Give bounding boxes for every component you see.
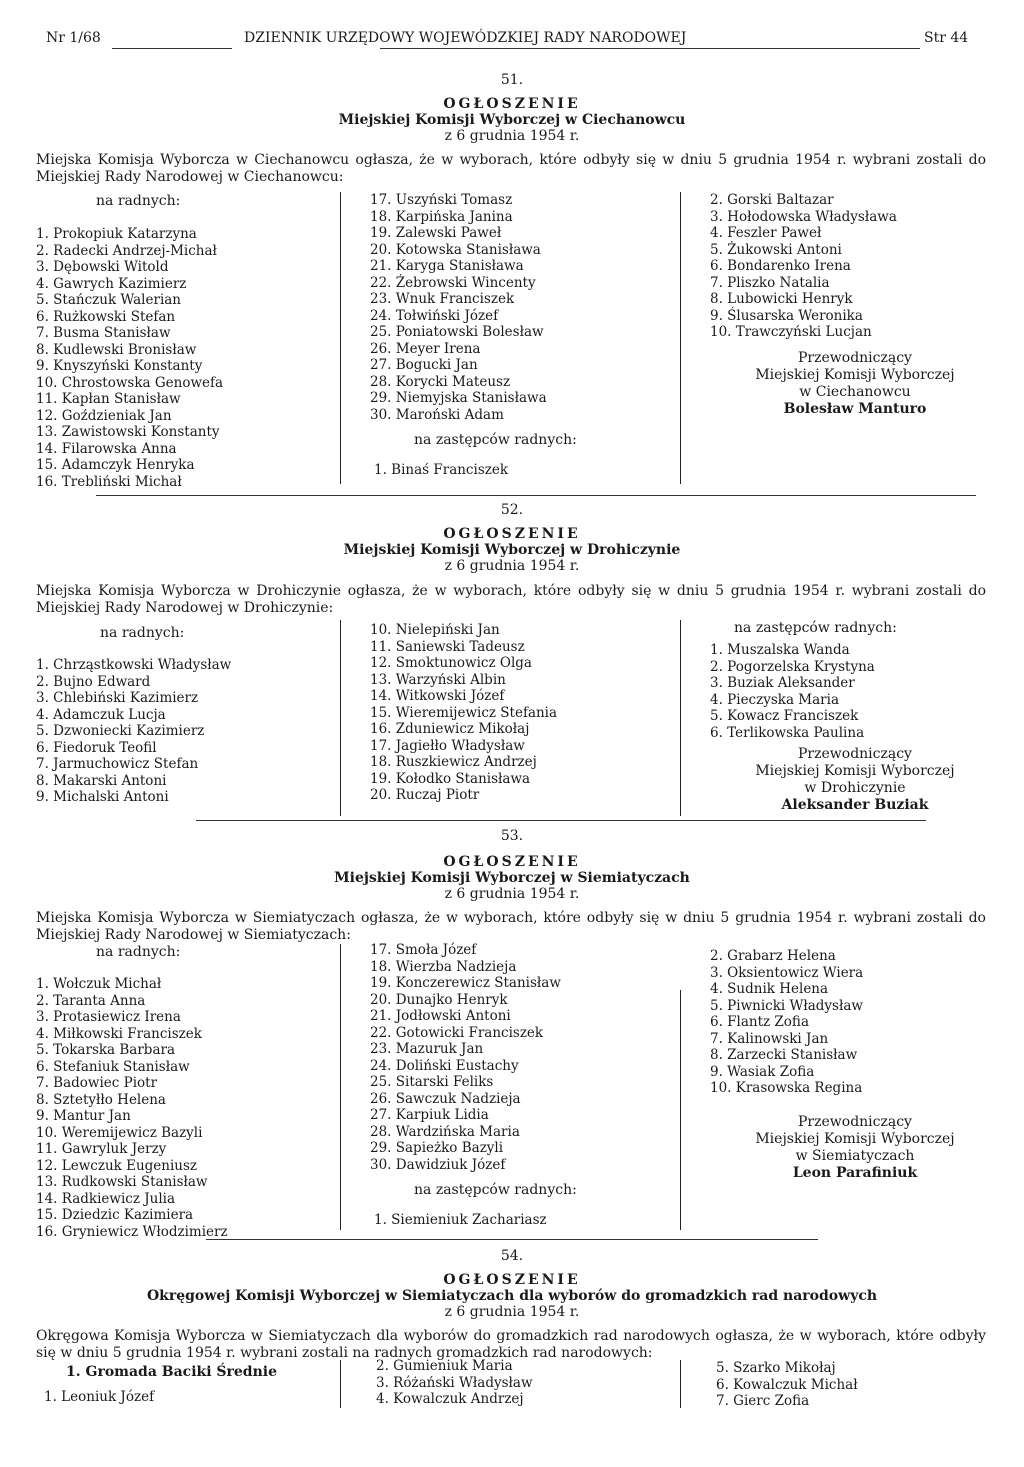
list-item: 4. Miłkowski Franciszek bbox=[36, 1025, 202, 1042]
section-52-col3 bbox=[710, 642, 875, 741]
list-item: 10. Chrostowska Genowefa bbox=[36, 374, 224, 391]
list-item: 20. Kotowska Stanisława bbox=[370, 241, 541, 258]
section-51-heading-radni: na radnych: bbox=[96, 193, 181, 209]
list-item: 15. Dziedzic Kazimiera bbox=[36, 1207, 194, 1223]
list-item: 8. Zarzecki Stanisław bbox=[710, 1047, 858, 1063]
section-separator bbox=[206, 1239, 818, 1240]
list-item: 3. Oksientowicz Wiera bbox=[710, 964, 864, 981]
column-divider bbox=[340, 192, 341, 484]
signer-role: Przewodniczący bbox=[798, 746, 912, 762]
issue-number: Nr 1/68 bbox=[46, 30, 101, 46]
list-item: 5. Szarko Mikołaj bbox=[716, 1360, 836, 1376]
signer-name: Leon Parafiniuk bbox=[792, 1165, 918, 1181]
list-item: 7. Gierc Zofia bbox=[716, 1393, 810, 1409]
signer-name: Bolesław Manturo bbox=[783, 401, 927, 417]
section-52-subtitle: Miejskiej Komisji Wyborczej w Drohiczynie bbox=[343, 542, 681, 558]
header-rule bbox=[380, 48, 920, 49]
list-item: 17. Smoła Józef bbox=[370, 942, 477, 958]
section-53-col2 bbox=[370, 942, 561, 1173]
list-item: 28. Korycki Mateusz bbox=[370, 373, 511, 390]
list-item: 23. Wnuk Franciszek bbox=[370, 291, 515, 307]
section-52-heading-zastepcy: na zastępców radnych: bbox=[734, 620, 897, 636]
list-item: 24. Tołwiński Józef bbox=[370, 307, 499, 324]
list-item: 24. Doliński Eustachy bbox=[370, 1057, 519, 1074]
section-separator bbox=[96, 495, 976, 496]
column-divider bbox=[340, 944, 341, 1230]
list-item: 14. Witkowski Józef bbox=[370, 688, 505, 704]
list-item: 1. Chrząstkowski Władysław bbox=[36, 657, 232, 673]
list-item: 5. Żukowski Antoni bbox=[710, 241, 842, 258]
list-item: 11. Kapłan Stanisław bbox=[36, 391, 181, 407]
list-item: 3. Chlebiński Kazimierz bbox=[36, 690, 199, 706]
section-53-intro: Miejska Komisja Wyborcza w Siemiatyczach ogłasza, że w wyborach, które odbyły się w dniu 5 grudnia 1954 r. wybrani zostali do Miejskiej Rady Narodowej w Siemiatyczach: bbox=[36, 910, 986, 943]
list-item: 7. Jarmuchowicz Stefan bbox=[36, 756, 199, 772]
list-item: 3. Buziak Aleksander bbox=[710, 675, 855, 691]
list-item: 5. Dzwoniecki Kazimierz bbox=[36, 723, 205, 739]
list-item: 7. Badowiec Piotr bbox=[36, 1075, 158, 1091]
signer-body: Miejskiej Komisji Wyborczej bbox=[755, 1131, 955, 1147]
section-51-number: 51. bbox=[500, 72, 524, 88]
section-53-heading-radni: na radnych: bbox=[96, 944, 181, 960]
list-item: 11. Saniewski Tadeusz bbox=[370, 638, 525, 655]
section-53-number: 53. bbox=[500, 828, 524, 844]
signer-name: Aleksander Buziak bbox=[781, 797, 929, 813]
section-51-signature bbox=[730, 350, 980, 418]
list-item: 2. Bujno Edward bbox=[36, 673, 151, 690]
list-item: 6. Fiedoruk Teofil bbox=[36, 739, 157, 756]
section-53-title: OGŁOSZENIE bbox=[443, 854, 581, 870]
list-item: 1. Binaś Franciszek bbox=[374, 462, 509, 478]
list-item: 20. Dunajko Henryk bbox=[370, 991, 508, 1008]
list-item: 16. Zduniewicz Mikołaj bbox=[370, 721, 530, 737]
list-item: 19. Kołodko Stanisława bbox=[370, 770, 531, 787]
list-item: 20. Ruczaj Piotr bbox=[370, 787, 480, 803]
section-53-signature bbox=[730, 1114, 980, 1182]
list-item: 4. Feszler Paweł bbox=[710, 225, 822, 241]
signer-role: Przewodniczący bbox=[798, 1114, 912, 1130]
list-item: 6. Flantz Zofia bbox=[710, 1014, 809, 1030]
list-item: 2. Gorski Baltazar bbox=[710, 192, 834, 208]
signer-body: Miejskiej Komisji Wyborczej bbox=[755, 367, 955, 383]
list-item: 6. Kowalczuk Michał bbox=[716, 1376, 858, 1393]
list-item: 11. Gawryluk Jerzy bbox=[36, 1141, 167, 1157]
list-item: 12. Lewczuk Eugeniusz bbox=[36, 1157, 198, 1174]
list-item: 3. Dębowski Witold bbox=[36, 259, 169, 275]
section-51-title: OGŁOSZENIE bbox=[443, 96, 581, 112]
list-item: 4. Adamczuk Lucja bbox=[36, 706, 166, 723]
journal-title: DZIENNIK URZĘDOWY WOJEWÓDZKIEJ RADY NARODOWEJ bbox=[244, 30, 687, 46]
section-52-heading-radni: na radnych: bbox=[100, 625, 185, 641]
column-divider bbox=[680, 990, 681, 1230]
list-item: 5. Stańczuk Walerian bbox=[36, 292, 181, 308]
section-54-intro: Okręgowa Komisja Wyborcza w Siemiatyczach dla wyborów do gromadzkich rad narodowych ogłasza, że w wyborach, które odbyły się w dniu 5 grudnia 1954 r. wybrani zostali na radnych gromadzkich rad narodowych: bbox=[36, 1328, 986, 1361]
section-51-heading-zastepcy: na zastępców radnych: bbox=[414, 432, 577, 448]
list-item: 13. Rudkowski Stanisław bbox=[36, 1174, 208, 1190]
list-item: 21. Karyga Stanisława bbox=[370, 258, 524, 274]
list-item: 9. Wasiak Zofia bbox=[710, 1063, 815, 1080]
column-divider bbox=[680, 620, 681, 816]
list-item: 29. Sapieżko Bazyli bbox=[370, 1140, 504, 1156]
section-52-date: z 6 grudnia 1954 r. bbox=[444, 558, 580, 574]
list-item: 10. Nielepiński Jan bbox=[370, 622, 500, 638]
list-item: 15. Wieremijewicz Stefania bbox=[370, 704, 558, 721]
list-item: 21. Jodłowski Antoni bbox=[370, 1008, 511, 1024]
list-item: 25. Poniatowski Bolesław bbox=[370, 324, 544, 340]
list-item: 7. Busma Stanisław bbox=[36, 325, 171, 341]
column-divider bbox=[680, 1360, 681, 1408]
section-51-intro: Miejska Komisja Wyborcza w Ciechanowcu ogłasza, że w wyborach, które odbyły się w dniu 5 grudnia 1954 r. wybrani zostali do Miejskiej Rady Narodowej w Ciechanowcu: bbox=[36, 152, 986, 185]
list-item: 4. Gawrych Kazimierz bbox=[36, 275, 187, 292]
signer-place: w Siemiatyczach bbox=[795, 1148, 915, 1164]
column-divider bbox=[340, 1360, 341, 1408]
list-item: 10. Krasowska Regina bbox=[710, 1080, 863, 1096]
list-item: 22. Żebrowski Wincenty bbox=[370, 274, 536, 291]
list-item: 16. Trebliński Michał bbox=[36, 473, 182, 490]
list-item: 18. Wierzba Nadzieja bbox=[370, 958, 517, 975]
list-item: 23. Mazuruk Jan bbox=[370, 1041, 484, 1057]
column-divider bbox=[680, 192, 681, 484]
list-item: 14. Radkiewicz Julia bbox=[36, 1190, 176, 1207]
section-52-title: OGŁOSZENIE bbox=[443, 526, 581, 542]
section-54-subtitle: Okręgowej Komisji Wyborczej w Siemiatyczach dla wyborów do gromadzkich rad narodowych bbox=[146, 1288, 878, 1304]
list-item: 5. Kowacz Franciszek bbox=[710, 708, 859, 724]
list-item: 1. Siemieniuk Zachariasz bbox=[374, 1212, 547, 1228]
list-item: 9. Knyszyński Konstanty bbox=[36, 358, 203, 374]
list-item: 5. Piwnicki Władysław bbox=[710, 997, 863, 1014]
list-item: 6. Rużkowski Stefan bbox=[36, 308, 176, 325]
section-52-intro: Miejska Komisja Wyborcza w Drohiczynie ogłasza, że w wyborach, które odbyły się w dniu 5 grudnia 1954 r. wybrani zostali do Miejskiej Rady Narodowej w Drohiczynie: bbox=[36, 583, 986, 616]
list-item: 29. Niemyjska Stanisława bbox=[370, 390, 547, 406]
section-52-number: 52. bbox=[500, 502, 524, 518]
list-item: 3. Protasiewicz Irena bbox=[36, 1009, 181, 1025]
list-item: 27. Bogucki Jan bbox=[370, 357, 478, 373]
list-item: 14. Filarowska Anna bbox=[36, 440, 177, 457]
signer-role: Przewodniczący bbox=[798, 350, 912, 366]
list-item: 10. Weremijewicz Bazyli bbox=[36, 1124, 203, 1141]
section-54-col1 bbox=[44, 1389, 154, 1406]
column-divider bbox=[340, 620, 341, 816]
list-item: 7. Pliszko Natalia bbox=[710, 274, 830, 291]
section-54-number: 54. bbox=[500, 1248, 524, 1264]
list-item: 8. Kudlewski Bronisław bbox=[36, 341, 197, 358]
section-53-col2b bbox=[374, 1212, 547, 1229]
list-item: 5. Tokarska Barbara bbox=[36, 1042, 176, 1058]
list-item: 27. Karpiuk Lidia bbox=[370, 1107, 489, 1123]
list-item: 26. Meyer Irena bbox=[370, 340, 481, 357]
list-item: 15. Adamczyk Henryka bbox=[36, 457, 195, 473]
section-52-col1 bbox=[36, 657, 231, 806]
list-item: 18. Karpińska Janina bbox=[370, 208, 513, 225]
list-item: 10. Trawczyński Lucjan bbox=[710, 324, 872, 340]
list-item: 19. Zalewski Paweł bbox=[370, 225, 502, 241]
list-item: 8. Makarski Antoni bbox=[36, 772, 167, 789]
signer-body: Miejskiej Komisji Wyborczej bbox=[755, 763, 955, 779]
list-item: 6. Terlikowska Paulina bbox=[710, 724, 865, 741]
list-item: 22. Gotowicki Franciszek bbox=[370, 1024, 544, 1041]
list-item: 1. Muszalska Wanda bbox=[710, 642, 850, 658]
section-53-subtitle: Miejskiej Komisji Wyborczej w Siemiatyczach bbox=[334, 870, 690, 886]
section-separator bbox=[196, 820, 926, 821]
section-52-signature bbox=[730, 746, 980, 814]
section-54-title: OGŁOSZENIE bbox=[443, 1272, 581, 1288]
list-item: 3. Różański Władysław bbox=[376, 1374, 533, 1391]
list-item: 2. Pogorzelska Krystyna bbox=[710, 658, 875, 675]
list-item: 25. Sitarski Feliks bbox=[370, 1074, 494, 1090]
section-51-col2b bbox=[374, 462, 508, 479]
list-item: 2. Taranta Anna bbox=[36, 992, 146, 1009]
section-51-subtitle: Miejskiej Komisji Wyborczej w Ciechanowcu bbox=[338, 112, 686, 128]
list-item: 1. Prokopiuk Katarzyna bbox=[36, 226, 197, 242]
list-item: 13. Warzyński Albin bbox=[370, 671, 506, 688]
list-item: 6. Stefaniuk Stanisław bbox=[36, 1058, 190, 1075]
section-53-col3 bbox=[710, 948, 863, 1097]
list-item: 8. Lubowicki Henryk bbox=[710, 291, 853, 307]
list-item: 1. Wołczuk Michał bbox=[36, 976, 162, 992]
list-item: 6. Bondarenko Irena bbox=[710, 258, 851, 274]
signer-place: w Ciechanowcu bbox=[799, 384, 911, 400]
list-item: 19. Konczerewicz Stanisław bbox=[370, 975, 561, 991]
list-item: 4. Pieczyska Maria bbox=[710, 691, 840, 708]
list-item: 9. Ślusarska Weronika bbox=[710, 307, 863, 324]
page-number: Str 44 bbox=[924, 30, 969, 46]
list-item: 2. Gumieniuk Maria bbox=[376, 1358, 513, 1374]
section-53-heading-zastepcy: na zastępców radnych: bbox=[414, 1182, 577, 1198]
list-item: 26. Sawczuk Nadzieja bbox=[370, 1090, 521, 1107]
section-53-col1 bbox=[36, 976, 228, 1240]
list-item: 7. Kalinowski Jan bbox=[710, 1030, 829, 1047]
section-51-col3 bbox=[710, 192, 897, 341]
list-item: 9. Michalski Antoni bbox=[36, 789, 169, 805]
list-item: 12. Smoktunowicz Olga bbox=[370, 655, 532, 671]
list-item: 8. Sztetyłło Helena bbox=[36, 1091, 166, 1108]
list-item: 30. Maroński Adam bbox=[370, 406, 504, 423]
list-item: 2. Grabarz Helena bbox=[710, 948, 836, 964]
list-item: 12. Goździeniak Jan bbox=[36, 407, 172, 424]
section-54-gromada: 1. Gromada Bacіki Średnie bbox=[66, 1364, 278, 1380]
list-item: 1. Leoniuk Józef bbox=[44, 1389, 155, 1405]
list-item: 16. Gryniewicz Włodzimierz bbox=[36, 1223, 228, 1240]
list-item: 13. Zawistowski Konstanty bbox=[36, 424, 220, 440]
signer-place: w Drohiczynie bbox=[804, 780, 906, 796]
list-item: 17. Uszyński Tomasz bbox=[370, 192, 513, 208]
section-54-date: z 6 grudnia 1954 r. bbox=[444, 1304, 580, 1320]
section-52-col2 bbox=[370, 622, 557, 804]
section-51-date: z 6 grudnia 1954 r. bbox=[444, 128, 580, 144]
list-item: 3. Hołodowska Władysława bbox=[710, 208, 897, 225]
header-rule bbox=[112, 48, 232, 49]
list-item: 4. Sudnik Helena bbox=[710, 981, 829, 997]
list-item: 4. Kowalczuk Andrzej bbox=[376, 1391, 524, 1407]
list-item: 18. Ruszkiewicz Andrzej bbox=[370, 754, 537, 770]
list-item: 17. Jagiełło Władysław bbox=[370, 737, 525, 754]
list-item: 2. Radecki Andrzej-Michał bbox=[36, 242, 217, 259]
section-54-col2 bbox=[376, 1358, 533, 1408]
list-item: 30. Dawidziuk Józef bbox=[370, 1156, 506, 1173]
list-item: 9. Mantur Jan bbox=[36, 1108, 131, 1124]
section-54-col3 bbox=[716, 1360, 858, 1410]
list-item: 28. Wardzińska Maria bbox=[370, 1123, 520, 1140]
section-53-date: z 6 grudnia 1954 r. bbox=[444, 886, 580, 902]
section-51-col2 bbox=[370, 192, 547, 423]
section-51-col1 bbox=[36, 226, 223, 490]
